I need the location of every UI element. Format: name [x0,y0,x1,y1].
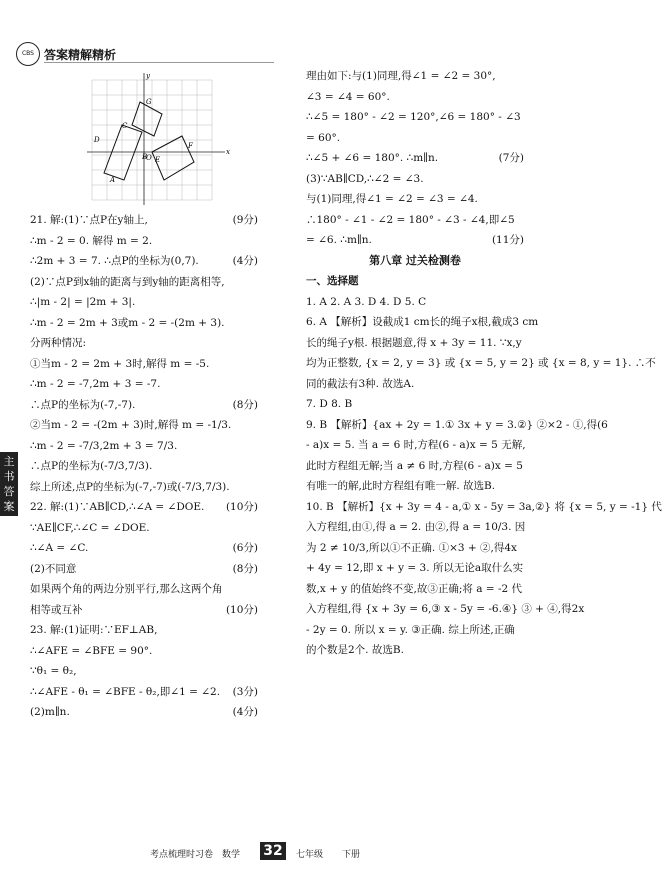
answer-line [30,436,258,457]
answer-line [306,210,524,231]
score-mark: (4分) [232,255,258,267]
line-text: ∴∠5 = 180° - ∠2 = 120°,∠6 = 180° - ∠3 [306,111,521,123]
answer-line [30,374,258,395]
line-text: (2)不同意 [30,562,77,575]
answer-line [30,477,258,498]
score-mark: (7分) [498,152,524,164]
answer-line [30,313,258,334]
score-mark: (9分) [232,214,258,226]
answer-line [306,189,524,210]
line-text: 同的截法有3种. 故选A. [306,377,415,390]
line-text: 长的绳子y根. 根据题意,得 x + 3y = 11. ∵x,y [306,336,522,349]
answer-line [306,579,524,600]
svg-text:B: B [142,153,148,161]
score-mark: (3分) [232,685,258,698]
line-text: 均为正整数, {x = 2, y = 3} 或 {x = 5, y = 2} 或 {x = 8, y = 1}. ∴不 [306,357,656,369]
footer-series: 考点梳理时习卷 [150,850,214,860]
answer-line [30,538,258,559]
line-text: 入方程组,得 {x + 3y = 6,③ x - 5y = -6.④} ③ + ④,得2x [306,603,585,615]
line-text: 1. A 2. A 3. D 4. D 5. C [306,295,427,308]
answer-line [30,333,258,354]
svg-text:D: D [94,136,100,144]
line-text: ∵AE∥CF,∴∠C = ∠DOE. [30,521,150,534]
answer-line [30,395,258,416]
line-text: + 4y = 12,即 x + y = 3. 所以无论a取什么实 [306,562,524,574]
answer-line [30,251,258,272]
y-axis-label: y [146,72,150,80]
answer-line [306,292,524,313]
answer-line [306,148,524,169]
answer-line [306,476,524,497]
line-text: ∴点P的坐标为(-7,-7). [30,398,136,411]
footer-grade: 七年级 [296,850,324,860]
answer-line [30,231,258,252]
score-mark: (11分) [491,234,524,246]
answer-line [30,661,258,682]
answer-line [306,107,524,128]
line-text: ∴∠AFE = ∠BFE = 90°. [30,644,153,657]
line-text: = ∠6. ∴m∥n. [306,234,372,246]
line-text: ∴|m - 2| = |2m + 3|. [30,296,136,308]
page-header [16,42,256,64]
line-text: 7. D 8. B [306,398,353,410]
line-text: ∴点P的坐标为(-7/3,7/3). [30,460,153,472]
line-text: 10. B 【解析】{x + 3y = 4 - a,① x - 5y = 3a,②} 将 {x = 5, y = -1} 代 [306,500,662,513]
answer-line [306,558,524,579]
score-mark: (8分) [232,398,258,411]
answer-line [30,272,258,293]
answer-line [30,292,258,313]
answer-line [306,374,524,395]
answer-line [306,312,539,333]
right-column [306,66,662,661]
line-text: 23. 解:(1)证明:∵EF⊥AB, [30,624,158,636]
answer-line [30,579,258,600]
line-text: 综上所述,点P的坐标为(-7,-7)或(-7/3,7/3). [30,480,230,493]
line-text: ∴180° - ∠1 - ∠2 = 180° - ∠3 - ∠4,即∠5 [306,213,515,226]
answer-line [30,682,258,703]
line-text: ①当m - 2 = 2m + 3时,解得 m = -5. [30,357,210,370]
answer-line [306,456,524,477]
line-text: 的个数是2个. 故选B. [306,644,404,656]
answer-line [306,353,656,374]
score-mark: (10分) [225,501,258,513]
line-text: (2)m∥n. [30,706,70,718]
line-text: 入方程组,由①,得 a = 2. 由②,得 a = 10/3. 因 [306,521,526,533]
answer-line [306,394,524,415]
line-text: 与(1)同理,得∠1 = ∠2 = ∠3 = ∠4. [306,193,478,205]
line-text: ∴m - 2 = -7/3,2m + 3 = 7/3. [30,439,178,452]
line-text: = 60°. [306,131,341,144]
line-text: (3)∵AB∥CD,∴∠2 = ∠3. [306,172,424,185]
line-text: 理由如下:与(1)同理,得∠1 = ∠2 = 30°, [306,70,496,82]
answer-line [30,518,258,539]
line-text: ∠3 = ∠4 = 60°. [306,90,390,103]
svg-text:E: E [155,156,161,164]
line-text: 数,x + y 的值始终不变,故③正确;将 a = -2 代 [306,582,523,595]
page-footer [150,842,410,862]
footer-volume: 下册 [342,850,361,860]
page-number: 32 [260,842,286,860]
line-text: 此时方程组无解;当 a ≠ 6 时,方程(6 - a)x = 5 [306,459,523,472]
answer-line [30,415,258,436]
line-text: - a)x = 5. 当 a = 6 时,方程(6 - a)x = 5 无解, [306,439,526,451]
header-title: 答案精解精析 [44,48,117,62]
left-column [30,210,258,723]
answer-line [306,128,524,149]
svg-text:F: F [188,142,193,150]
side-tab: 主书答案 [0,452,18,516]
answer-line [30,641,258,662]
line-text: 21. 解:(1)∵点P在y轴上, [30,214,148,226]
line-text: 有唯一的解,此时方程组有唯一解. 故选B. [306,480,496,492]
line-text: 9. B 【解析】{ax + 2y = 1.① 3x + y = 3.②} ②×2 - ①,得(6 [306,418,608,431]
score-mark: (10分) [225,603,258,616]
line-text: ∴m - 2 = -7,2m + 3 = -7. [30,378,161,390]
answer-line [306,251,524,272]
line-text: ②当m - 2 = -(2m + 3)时,解得 m = -1/3. [30,419,232,431]
line-text: 6. A 【解析】设截成1 cm长的绳子x根,截成3 cm [306,316,539,328]
answer-line [30,559,258,580]
answer-line [30,456,258,477]
answer-line [306,66,524,87]
line-text: - 2y = 0. 所以 x = y. ③正确. 综上所述,正确 [306,623,515,636]
answer-line [306,169,524,190]
line-text: 为 2 ≠ 10/3,所以①不正确. ①×3 + ②,得4x [306,541,517,554]
line-text: 相等或互补 [30,603,83,616]
x-axis-label: x [226,148,230,156]
line-text: 22. 解:(1)∵AB∥CD,∴∠A = ∠DOE. [30,501,205,513]
answer-line [306,497,662,518]
line-text: 如果两个角的两边分别平行,那么这两个角 [30,583,223,595]
answer-line [30,620,258,641]
line-text: 第八章 过关检测卷 [369,253,461,267]
score-mark: (4分) [232,706,258,718]
answer-line [306,415,608,436]
svg-text:A: A [110,176,116,184]
line-text: (2)∵点P到x轴的距离与到y轴的距离相等, [30,275,225,288]
answer-line [306,517,524,538]
line-text: ∴2m + 3 = 7. ∴点P的坐标为(0,7). [30,255,199,267]
score-mark: (8分) [232,562,258,575]
svg-text:O: O [146,154,152,162]
coordinate-figure [82,70,232,210]
answer-line [306,87,524,108]
answer-line [306,620,524,641]
brand-logo: CBS [16,42,40,66]
answer-line [30,354,258,375]
line-text: ∴m - 2 = 2m + 3或m - 2 = -(2m + 3). [30,316,225,329]
line-text: ∴∠AFE - θ₁ = ∠BFE - θ₂,即∠1 = ∠2. [30,685,221,698]
line-text: 一、选择题 [306,275,359,287]
answer-line [306,538,524,559]
answer-line [30,600,258,621]
answer-line [306,599,585,620]
answer-line [306,640,524,661]
svg-text:G: G [146,98,152,106]
answer-line [306,230,524,251]
line-text: ∴∠5 + ∠6 = 180°. ∴m∥n. [306,152,439,164]
answer-line [30,210,258,231]
score-mark: (6分) [232,542,258,554]
line-text: ∵θ₁ = θ₂, [30,665,77,677]
header-rule [44,62,274,63]
answer-line [306,435,524,456]
answer-line [30,702,258,723]
answer-line [306,333,524,354]
answer-line [306,271,524,292]
footer-subject: 数学 [222,850,241,860]
line-text: ∴m - 2 = 0. 解得 m = 2. [30,234,153,247]
line-text: ∴∠A = ∠C. [30,542,89,554]
svg-text:C: C [122,122,128,130]
line-text: 分两种情况: [30,337,87,349]
answer-line [30,497,258,518]
